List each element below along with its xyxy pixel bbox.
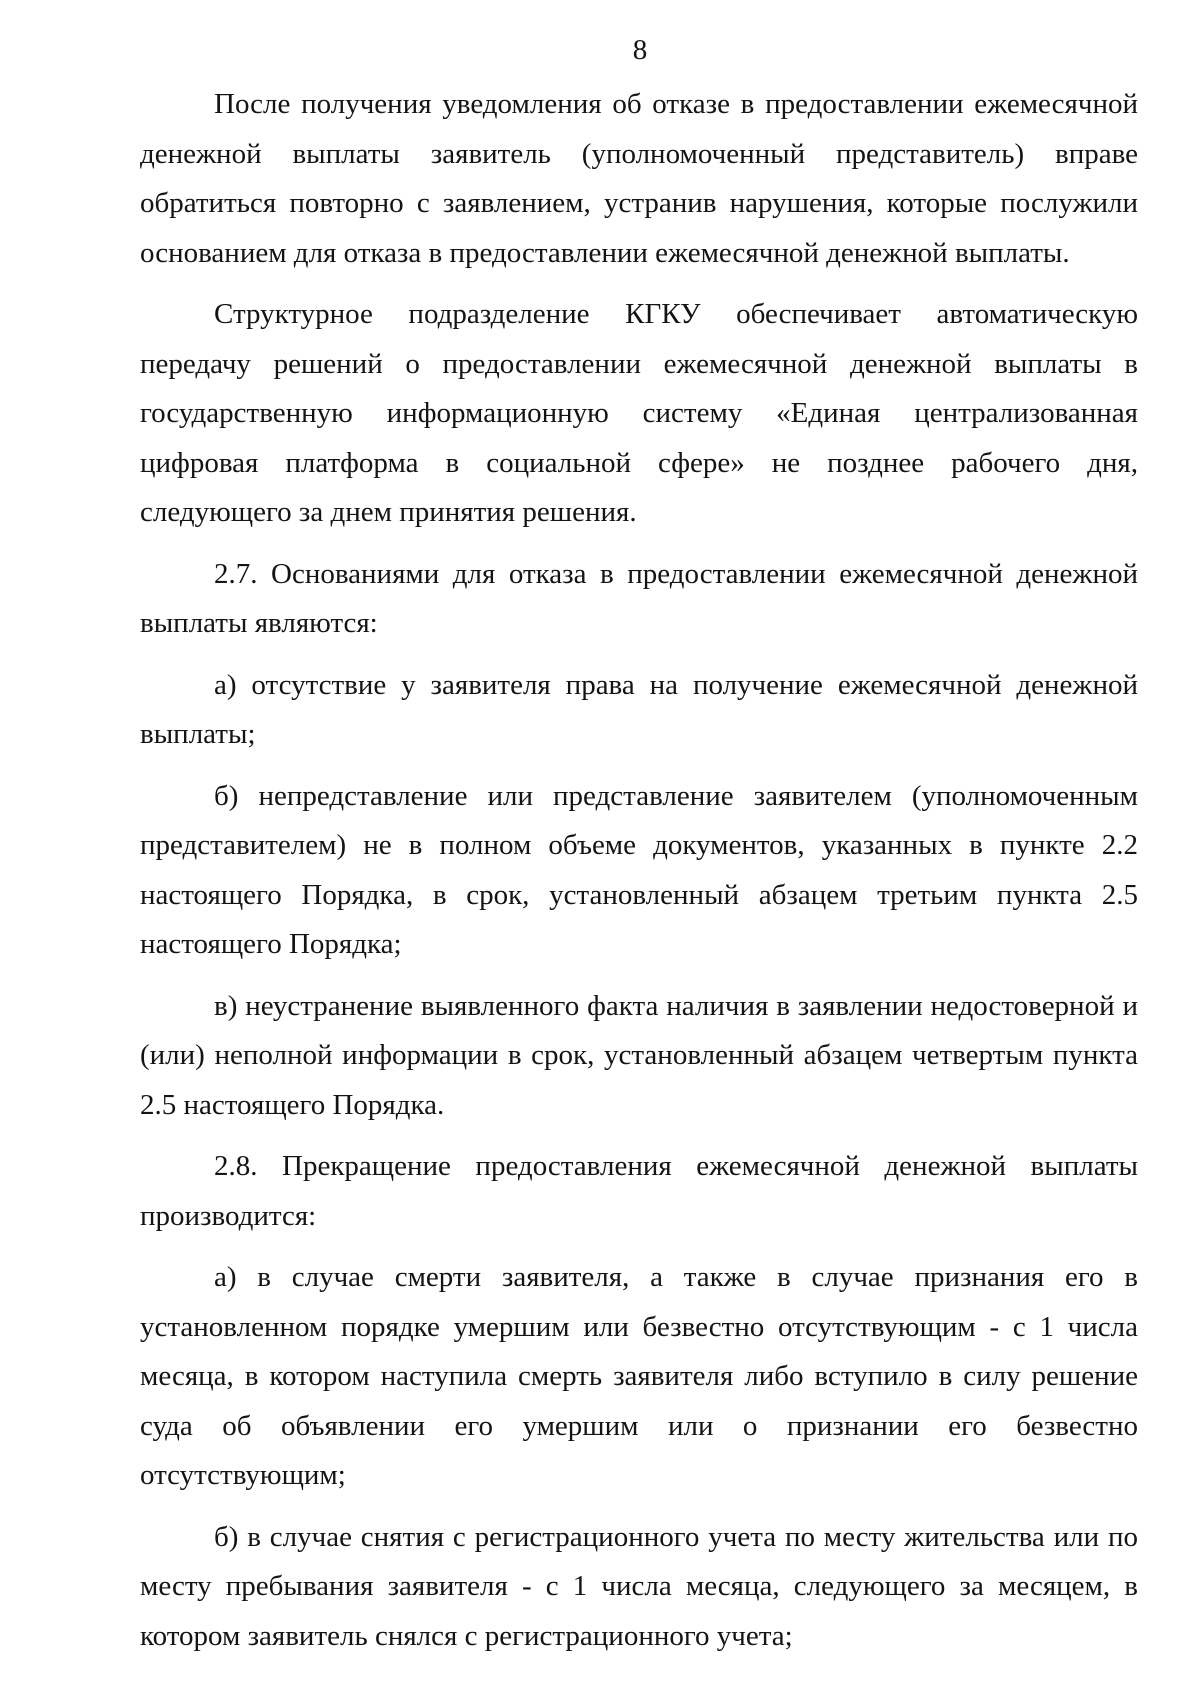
document-body [140,80,1138,1673]
paragraph-2-8-b: б) в случае снятия с регистрационного учета по месту жительства или по месту пребывания заявителя - с 1 числа месяца, следующего за месяцем, в котором заявитель снялся с регистрационного учета; [140,1520,1138,1652]
paragraph-2-8-heading: 2.8. Прекращение предоставления ежемесячной денежной выплаты производится: [140,1150,1138,1232]
page-number: 8 [632,34,648,66]
paragraph-2-7-b: б) непредставление или представление заявителем (уполномоченным представителем) не в полном объеме документов, указанных в пункте 2.2 настоящего Порядка, в срок, установленный абзацем третьим пункта 2.5 настоящего Порядка; [140,779,1138,960]
paragraph-refusal-notice: После получения уведомления об отказе в предоставлении ежемесячной денежной выплаты заявитель (уполномоченный представитель) вправе обратиться повторно с заявлением, устранив нарушения, которые послужили основанием для отказа в предоставлении ежемесячной денежной выплаты. [140,88,1138,269]
paragraph-2-7-v: в) неустранение выявленного факта наличия в заявлении недостоверной и (или) неполной информации в срок, установленный абзацем четвертым пункта 2.5 настоящего Порядка. [140,989,1138,1121]
paragraph-2-7-a: а) отсутствие у заявителя права на получение ежемесячной денежной выплаты; [140,668,1138,750]
paragraph-2-7-heading: 2.7. Основаниями для отказа в предоставлении ежемесячной денежной выплаты являются: [140,557,1138,639]
paragraph-2-8-a: а) в случае смерти заявителя, а также в случае признания его в установленном порядке умершим или безвестно отсутствующим - с 1 числа месяца, в котором наступила смерть заявителя либо вступило в силу решение суда об объявлении его умершим или о признании его безвестно отсутствующим; [140,1261,1138,1491]
paragraph-kgku-transfer: Структурное подразделение КГКУ обеспечивает автоматическую передачу решений о предоставлении ежемесячной денежной выплаты в государственную информационную систему «Единая централизованная цифровая платформа в социальной сфере» не позднее рабочего дня, следующего за днем принятия решения. [140,298,1138,528]
